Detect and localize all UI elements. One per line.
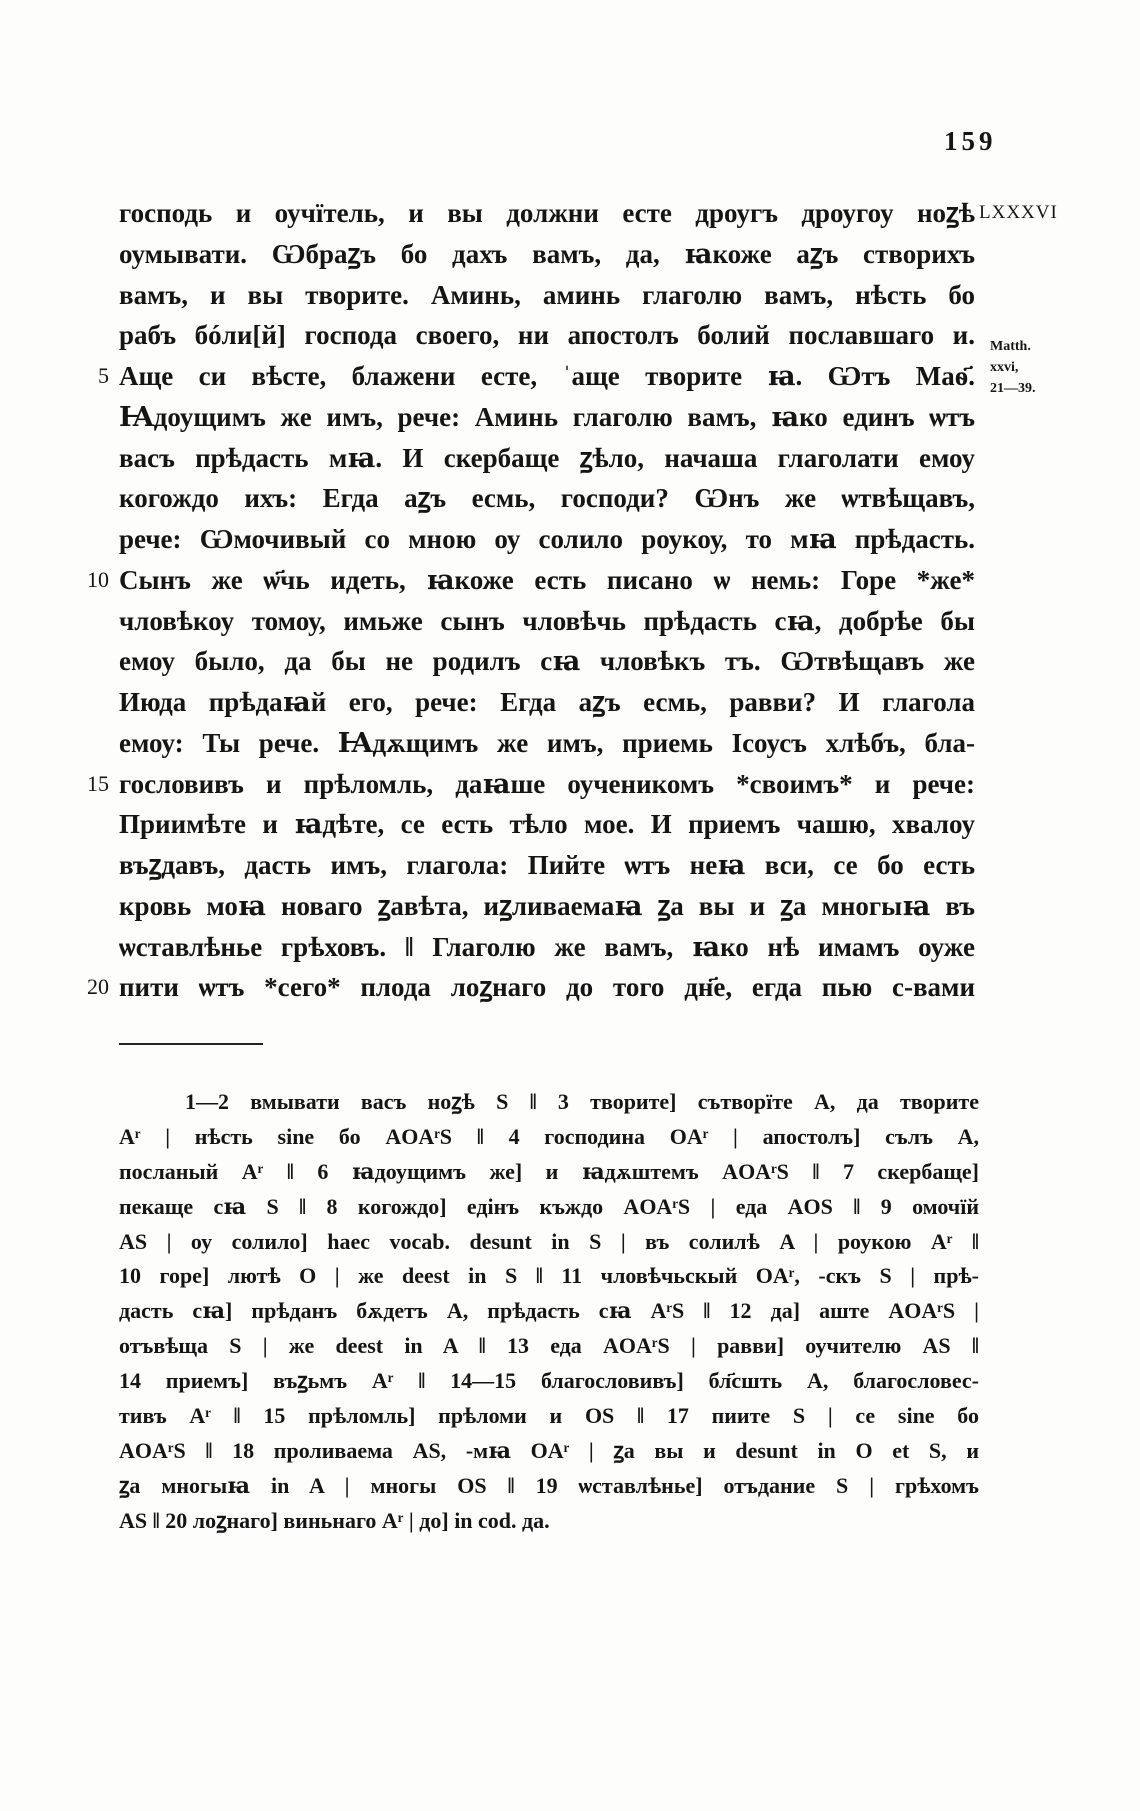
scripture-reference-note xyxy=(990,336,1052,399)
text-line xyxy=(119,601,975,642)
footnote-line: пекаще сꙗ S ‖ 8 когождо] едінъ къждо AOAʳS | еда AOS ‖ 9 омочїй xyxy=(119,1193,979,1219)
line-number: 5 xyxy=(98,363,109,388)
text-line-content: пити ѡтъ *сего* плода лоꙁнаго до того дн҃е, егда пью с-вами xyxy=(119,972,975,1003)
footnote-line: тивъ Aʳ ‖ 15 прѣломль] прѣломи и OS ‖ 17 пиите S | се sine бо xyxy=(119,1403,979,1429)
footnote-line: Aʳ | нѣсть sine бо AOAʳS ‖ 4 господина OAʳ | апостолъ] сълъ A, xyxy=(119,1123,979,1149)
text-line-content: Сынъ же ѡ҃чь идеть, ꙗкоже есть писано ѡ немь: Горе *же* xyxy=(119,564,975,595)
text-line-content: когождо ихъ: Егда аꙁъ есмь, господи? Ѡнъ же ѡтвѣщавъ, xyxy=(119,483,975,514)
text-line-content: гословивъ и прѣломль, даꙗше оученикомъ *своимъ* и рече: xyxy=(119,768,975,799)
text-line-content: васъ прѣдасть мꙗ. И скербаще ꙁѣло, начаша глаголати емоу xyxy=(119,442,975,473)
footnote-line: 14 приемъ] въꙁьмъ Aʳ ‖ 14—15 благословивъ] бл҃сшть A, благословес- xyxy=(119,1368,979,1394)
footnotes xyxy=(119,1085,979,1539)
footnote-line: 10 горе] лютѣ O | же deest in S ‖ 11 чловѣчьскый OAʳ, -скъ S | прѣ- xyxy=(119,1263,979,1289)
line-number: 20 xyxy=(87,974,109,1000)
text-line-content: рече: Ѡмочивый со мною оу солило роукоу, то мꙗ прѣдасть. xyxy=(119,524,975,554)
text-line xyxy=(119,315,975,356)
text-line-content: емоу было, да бы не родилъ сꙗ чловѣкъ тъ. Ѡтвѣщавъ же xyxy=(119,646,975,677)
text-line xyxy=(87,560,975,601)
text-line-content: чловѣкоу томоу, имьже сынъ чловѣчь прѣдасть сꙗ, добрѣе бы xyxy=(119,605,975,636)
main-text xyxy=(87,193,975,1008)
page-number: 159 xyxy=(944,126,997,156)
line-number: 15 xyxy=(87,770,109,796)
text-line-content: ѡставлѣнье грѣховъ. ‖ Глаголю же вамъ, ꙗко нѣ имамъ оуже xyxy=(119,931,975,962)
footnote-line: отъвѣща S | же deest in A ‖ 13 еда AOAʳS | равви] оучителю AS ‖ xyxy=(119,1333,979,1359)
footnote-separator xyxy=(119,1043,263,1045)
reference-chapter: xxvi, xyxy=(990,360,1019,375)
text-line-content: оумывати. Ѡбраꙁъ бо дахъ вамъ, да, ꙗкоже аꙁъ створихъ xyxy=(119,238,975,269)
text-line xyxy=(119,275,975,316)
footnote-line: посланый Aʳ ‖ 6 ꙗдоущимъ же] и ꙗдѫштемъ AOAʳS ‖ 7 скербаще] xyxy=(119,1158,979,1184)
text-line xyxy=(87,967,975,1008)
text-line-content: въꙁдавъ, дасть имъ, глагола: Пийте ѡтъ неꙗ вси, се бо есть xyxy=(119,850,975,880)
footnote-line: ꙁа многыꙗ in A | многы OS ‖ 19 ѡставлѣнье] отъдание S | грѣхомъ xyxy=(119,1472,979,1498)
text-line xyxy=(119,234,975,275)
footnote-line: AOAʳS ‖ 18 проливаема AS, -мꙗ OAʳ | ꙁа вы и desunt in O et S, и xyxy=(119,1437,979,1463)
text-line-content: кровь моꙗ новаго ꙁавѣта, иꙁливаемаꙗ ꙁа вы и ꙁа многыꙗ въ xyxy=(119,890,975,921)
text-line-content: емоу: Ты рече. Ꙗдѫщимъ же имъ, приемь Ісоусъ хлѣбъ, бла- xyxy=(119,727,975,758)
line-number: 10 xyxy=(87,566,109,592)
footnote-line: AS ‖ 20 лоꙁнаго] виньнаго Aʳ | до] in cod. да. xyxy=(119,1507,550,1533)
text-line xyxy=(119,641,975,682)
text-line xyxy=(119,723,975,764)
text-line-content: вамъ, и вы творите. Аминь, аминь глаголю вамъ, нѣсть бо xyxy=(119,279,975,310)
text-line-content: господь и оучїтель, и вы должни есте дроугъ дроугоу ноꙁѣ xyxy=(119,198,975,228)
text-line xyxy=(119,682,975,723)
text-line xyxy=(98,356,975,397)
reference-book: Matth. xyxy=(990,339,1031,354)
text-line-content: Ꙗдоущимъ же имъ, рече: Аминь глаголю вамъ, ꙗко единъ ѡтъ xyxy=(119,401,975,432)
text-line-content: Аще си вѣсте, блажени есте, ˈаще творите ꙗ. Ѡтъ Маѳ҃. xyxy=(119,361,975,391)
text-line-content: рабъ бóли[й] господа своего, ни апостолъ болий пославшаго и. xyxy=(119,320,975,351)
footnote-line: 1—2 вмывати васъ ноꙁѣ S ‖ 3 творите] сътворїте A, да творите xyxy=(185,1089,979,1114)
text-line xyxy=(119,193,975,234)
footnote-line: дасть сꙗ] прѣданъ бѫдетъ A, прѣдасть сꙗ AʳS ‖ 12 да] аште AOAʳS | xyxy=(119,1298,979,1324)
text-line xyxy=(119,927,975,968)
text-line xyxy=(119,519,975,560)
text-line xyxy=(119,438,975,479)
text-line xyxy=(119,397,975,438)
text-line xyxy=(119,845,975,886)
text-line xyxy=(87,764,975,805)
text-line-content: Приимѣте и ꙗдѣте, се есть тѣло мое. И приемъ чашю, хвалоу xyxy=(119,809,975,840)
footnote-line: AS | оу солило] haec vocab. desunt in S | въ солилѣ A | роукою Aʳ ‖ xyxy=(119,1228,979,1254)
text-line xyxy=(119,804,975,845)
text-line xyxy=(119,478,975,519)
reference-verses: 21—39. xyxy=(990,381,1036,396)
text-line-content: Июда прѣдаꙗй его, рече: Егда аꙁъ есмь, равви? И глагола xyxy=(119,687,975,717)
section-number-note: LXXXVI xyxy=(979,202,1058,223)
text-line xyxy=(119,886,975,927)
